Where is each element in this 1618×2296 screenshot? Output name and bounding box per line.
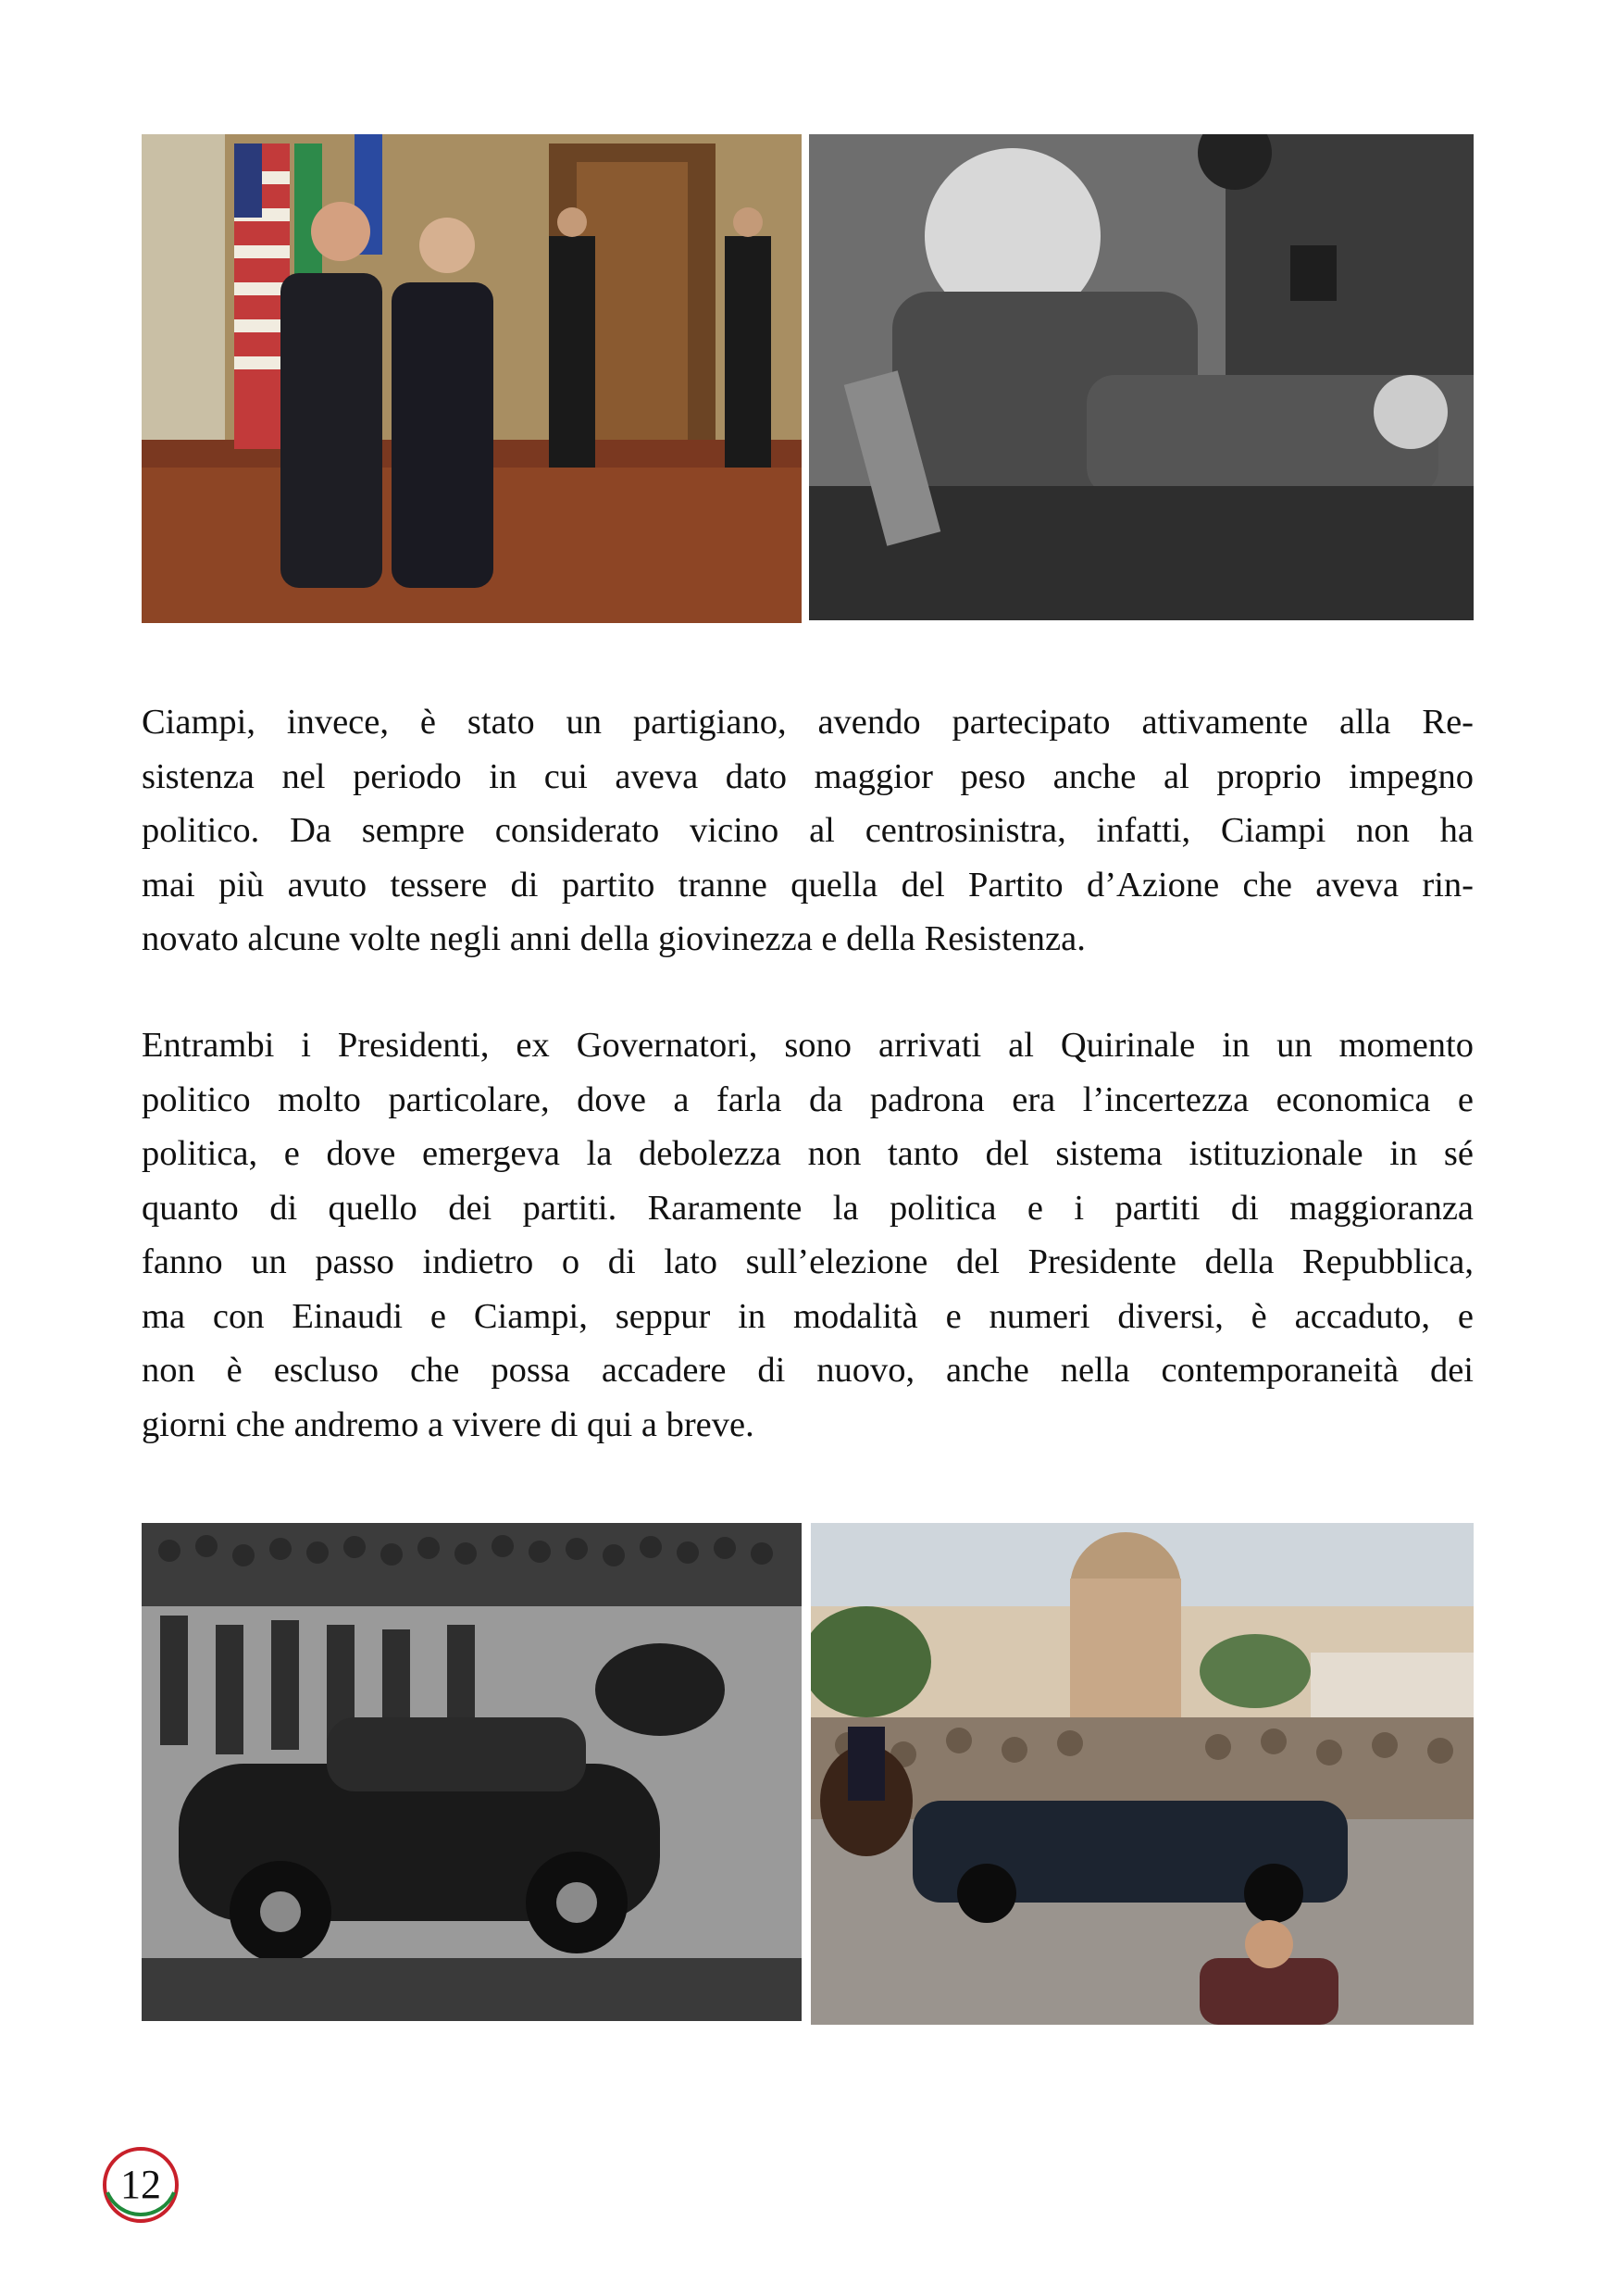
text-line: politica, e dove emergeva la debolezza non tanto del sistema istituzionale in sé bbox=[142, 1134, 1474, 1173]
text-line: fanno un passo indietro o di lato sull’elezione del Presidente della Repubblica, bbox=[142, 1242, 1474, 1281]
text-line: Entrambi i Presidenti, ex Governatori, sono arrivati al Quirinale in un momento bbox=[142, 1026, 1474, 1065]
text-line: sistenza nel periodo in cui aveva dato maggior peso anche al proprio impegno bbox=[142, 756, 1474, 796]
photo-voting-bw bbox=[809, 134, 1474, 620]
text-line: Ciampi, invece, è stato un partigiano, avendo partecipato attivamente alla Re- bbox=[142, 703, 1474, 742]
text-line: non è escluso che possa accadere di nuovo, anche nella contemporaneità dei bbox=[142, 1351, 1474, 1390]
photo-parade-bw bbox=[142, 1523, 802, 2021]
text-line: novato alcune volte negli anni della giovinezza e della Resistenza. bbox=[142, 919, 1086, 958]
text-line: mai più avuto tessere di partito tranne quella del Partito d’Azione che aveva rin- bbox=[142, 865, 1474, 905]
text-line: giorni che andremo a vivere di qui a breve. bbox=[142, 1404, 754, 1444]
paragraph-presidents-quirinale bbox=[142, 1018, 1474, 1452]
text-line: quanto di quello dei partiti. Raramente la politica e i partiti di maggioranza bbox=[142, 1188, 1474, 1228]
page-number: 12 bbox=[120, 2162, 161, 2207]
photo-parade-color bbox=[811, 1523, 1474, 2025]
photo-handshake-flags bbox=[142, 134, 802, 623]
text-line: ma con Einaudi e Ciampi, seppur in modalità e numeri diversi, è accaduto, e bbox=[142, 1296, 1474, 1336]
paragraph-ciampi-partisan bbox=[142, 695, 1474, 967]
text-line: politico. Da sempre considerato vicino al centrosinistra, infatti, Ciampi non ha bbox=[142, 811, 1474, 850]
text-line: politico molto particolare, dove a farla da padrona era l’incertezza economica e bbox=[142, 1079, 1474, 1119]
